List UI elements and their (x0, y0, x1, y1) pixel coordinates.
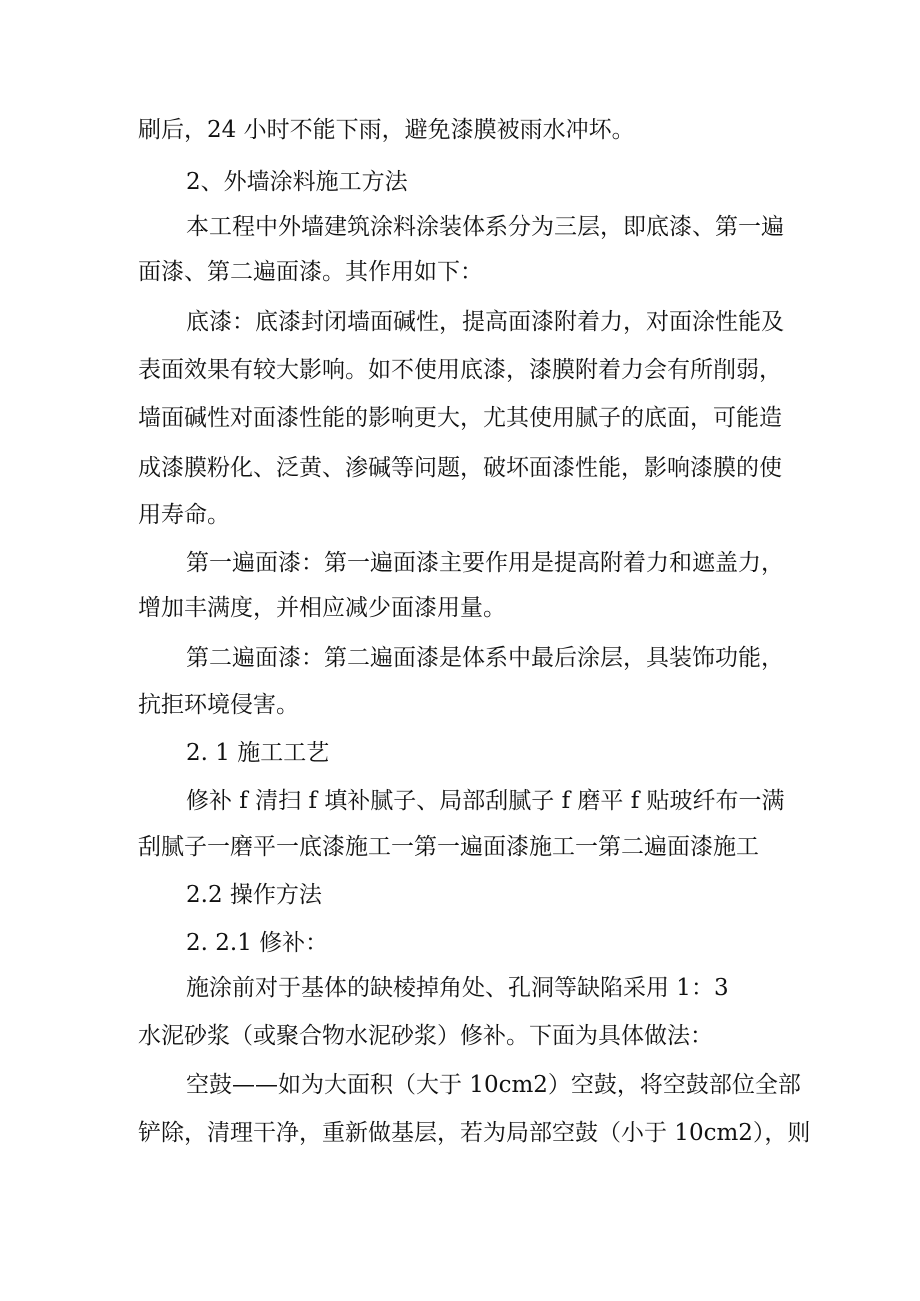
paragraph-line-hollowing: 空鼓——如为大面积（大于 10cm2）空鼓，将空鼓部位全部 (186, 1072, 801, 1098)
text-line-continuation: 刷后，24 小时不能下雨，避免漆膜被雨水冲坏。 (138, 117, 635, 143)
paragraph-line: 抗拒环境侵害。 (138, 692, 299, 718)
paragraph-line: 本工程中外墙建筑涂料涂装体系分为三层，即底漆、第一遍 (186, 214, 784, 240)
section-heading-exterior-paint: 2、外墙涂料施工方法 (186, 169, 408, 195)
section-heading-operation-method: 2.2 操作方法 (186, 882, 322, 908)
paragraph-line: 增加丰满度，并相应减少面漆用量。 (138, 595, 506, 621)
paragraph-line-first-coat: 第一遍面漆：第一遍面漆主要作用是提高附着力和遮盖力， (186, 550, 784, 576)
section-heading-repair: 2. 2.1 修补： (186, 930, 329, 956)
paragraph-line: 成漆膜粉化、泛黄、渗碱等问题，破坏面漆性能，影响漆膜的使 (138, 455, 782, 481)
paragraph-line-second-coat: 第二遍面漆：第二遍面漆是体系中最后涂层，具装饰功能， (186, 645, 784, 671)
paragraph-line: 铲除，清理干净，重新做基层，若为局部空鼓（小于 10cm2），则 (138, 1120, 811, 1146)
section-heading-process: 2. 1 施工工艺 (186, 740, 330, 766)
paragraph-line: 用寿命。 (138, 502, 230, 528)
paragraph-line-repair: 施涂前对于基体的缺棱掉角处、孔洞等缺陷采用 1：3 (186, 975, 729, 1001)
paragraph-line: 表面效果有较大影响。如不使用底漆，漆膜附着力会有所削弱， (138, 357, 782, 383)
paragraph-line-process-steps: 修补 f 清扫 f 填补腻子、局部刮腻子 f 磨平 f 贴玻纤布一满 (186, 788, 785, 814)
paragraph-line-primer: 底漆：底漆封闭墙面碱性，提高面漆附着力，对面涂性能及 (186, 309, 784, 335)
paragraph-line: 刮腻子一磨平一底漆施工一第一遍面漆施工一第二遍面漆施工 (138, 834, 759, 860)
paragraph-line: 面漆、第二遍面漆。其作用如下： (138, 259, 483, 285)
paragraph-line: 水泥砂浆（或聚合物水泥砂浆）修补。下面为具体做法： (138, 1023, 713, 1049)
paragraph-line: 墙面碱性对面漆性能的影响更大，尤其使用腻子的底面，可能造 (138, 405, 782, 431)
